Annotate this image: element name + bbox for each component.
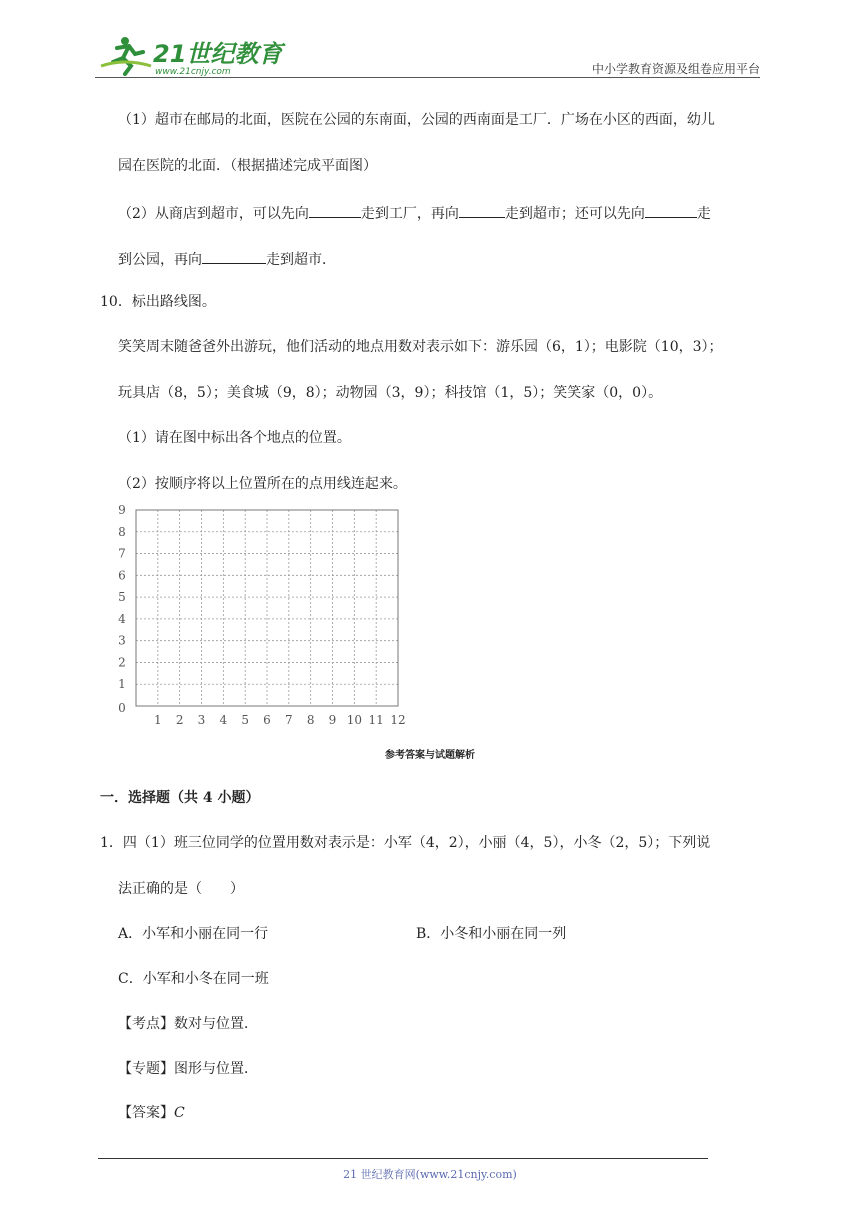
logo-runner-body-icon xyxy=(113,46,143,74)
q10-desc-line1: 笑笑周末随爸爸外出游玩，他们活动的地点用数对表示如下：游乐园（6，1）；电影院（10，3）； xyxy=(118,339,723,355)
logo-text: 21世纪教育 xyxy=(153,40,283,68)
q1-option-a[interactable]: A．小军和小丽在同一行 xyxy=(118,926,269,942)
section1-title: 一．选择题（共 4 小题） xyxy=(100,790,260,806)
coordinate-grid[interactable] xyxy=(112,500,412,730)
grid-svg[interactable] xyxy=(112,500,412,730)
platform-title: 中小学教育资源及组卷应用平台 xyxy=(591,62,760,76)
y-tick-label: 1 xyxy=(118,677,126,692)
x-tick-label: 4 xyxy=(219,713,228,727)
q1-answer-label: 【答案】 xyxy=(118,1105,174,1121)
answer-section-title: 参考答案与试题解析 xyxy=(385,750,475,761)
y-tick-label: 9 xyxy=(118,503,126,517)
x-tick-label: 2 xyxy=(175,713,184,727)
x-tick-label: 11 xyxy=(368,713,384,727)
answer-blank[interactable] xyxy=(459,203,505,218)
q9-part1-line1: （1）超市在邮局的北面，医院在公园的东南面，公园的西南面是工厂．广场在小区的西面，幼儿 xyxy=(118,112,715,128)
x-tick-label: 12 xyxy=(390,713,406,727)
logo-url: www.21cnjy.com xyxy=(155,67,231,76)
page-header xyxy=(95,30,760,78)
y-tick-label: 5 xyxy=(118,590,126,605)
x-tick-label: 1 xyxy=(154,713,162,727)
footer-text: 21 世纪教育网(www.21cnjy.com) xyxy=(343,1168,517,1181)
q9-text-d: 走 xyxy=(696,206,711,222)
x-tick-label: 7 xyxy=(285,713,293,727)
q1-kaodian: 【考点】数对与位置． xyxy=(118,1016,258,1032)
q10-title: 10．标出路线图。 xyxy=(100,294,216,310)
header-divider xyxy=(95,77,760,78)
q1-stem-line2: 法正确的是（ ） xyxy=(118,881,244,897)
x-tick-label: 10 xyxy=(346,713,362,727)
q9-part1-line2: 园在医院的北面．（根据描述完成平面图） xyxy=(118,158,377,174)
y-tick-label: 7 xyxy=(118,546,126,561)
logo xyxy=(95,32,295,76)
q9-text-e: 到公园，再向 xyxy=(118,252,202,268)
origin-label: 0 xyxy=(118,701,126,715)
q1-option-b[interactable]: B．小冬和小丽在同一列 xyxy=(416,926,567,942)
q9-part2-line1 xyxy=(118,203,711,223)
x-tick-label: 5 xyxy=(241,713,249,727)
x-tick-label: 9 xyxy=(328,713,337,727)
y-tick-label: 2 xyxy=(118,655,126,670)
q9-text-a: （2）从商店到超市，可以先向 xyxy=(118,206,309,222)
q10-task2: （2）按顺序将以上位置所在的点用线连起来。 xyxy=(118,476,407,492)
answer-blank[interactable] xyxy=(309,203,361,218)
y-tick-label: 8 xyxy=(118,524,126,539)
q10-desc-line2: 玩具店（8，5）；美食城（9，8）；动物园（3，9）；科技馆（1，5）；笑笑家（0，0）。 xyxy=(118,385,663,401)
answer-blank[interactable] xyxy=(645,203,697,218)
x-tick-label: 8 xyxy=(306,713,315,727)
q9-text-c: 走到超市；还可以先向 xyxy=(504,206,645,222)
answer-blank[interactable] xyxy=(202,249,266,264)
q1-answer-value: C xyxy=(174,1105,185,1121)
x-tick-label: 6 xyxy=(263,713,271,727)
logo-runner-head-icon xyxy=(121,37,129,45)
q9-text-f: 走到超市． xyxy=(266,252,336,268)
y-tick-label: 3 xyxy=(118,633,126,648)
footer-divider xyxy=(98,1158,708,1159)
q10-task1: （1）请在图中标出各个地点的位置。 xyxy=(118,430,351,446)
q1-answer xyxy=(118,1104,185,1122)
q1-option-c[interactable]: C．小军和小冬在同一班 xyxy=(118,971,269,987)
q1-zhuanti: 【专题】图形与位置． xyxy=(118,1061,258,1077)
y-tick-label: 6 xyxy=(118,568,126,583)
x-tick-label: 3 xyxy=(197,713,206,727)
y-tick-label: 4 xyxy=(118,611,126,626)
q1-stem-line1: 1．四（1）班三位同学的位置用数对表示是：小军（4，2），小丽（4，5），小冬（2，5）；下列说 xyxy=(100,835,711,851)
q9-text-b: 走到工厂，再向 xyxy=(360,206,459,222)
q9-part2-line2 xyxy=(118,249,336,269)
